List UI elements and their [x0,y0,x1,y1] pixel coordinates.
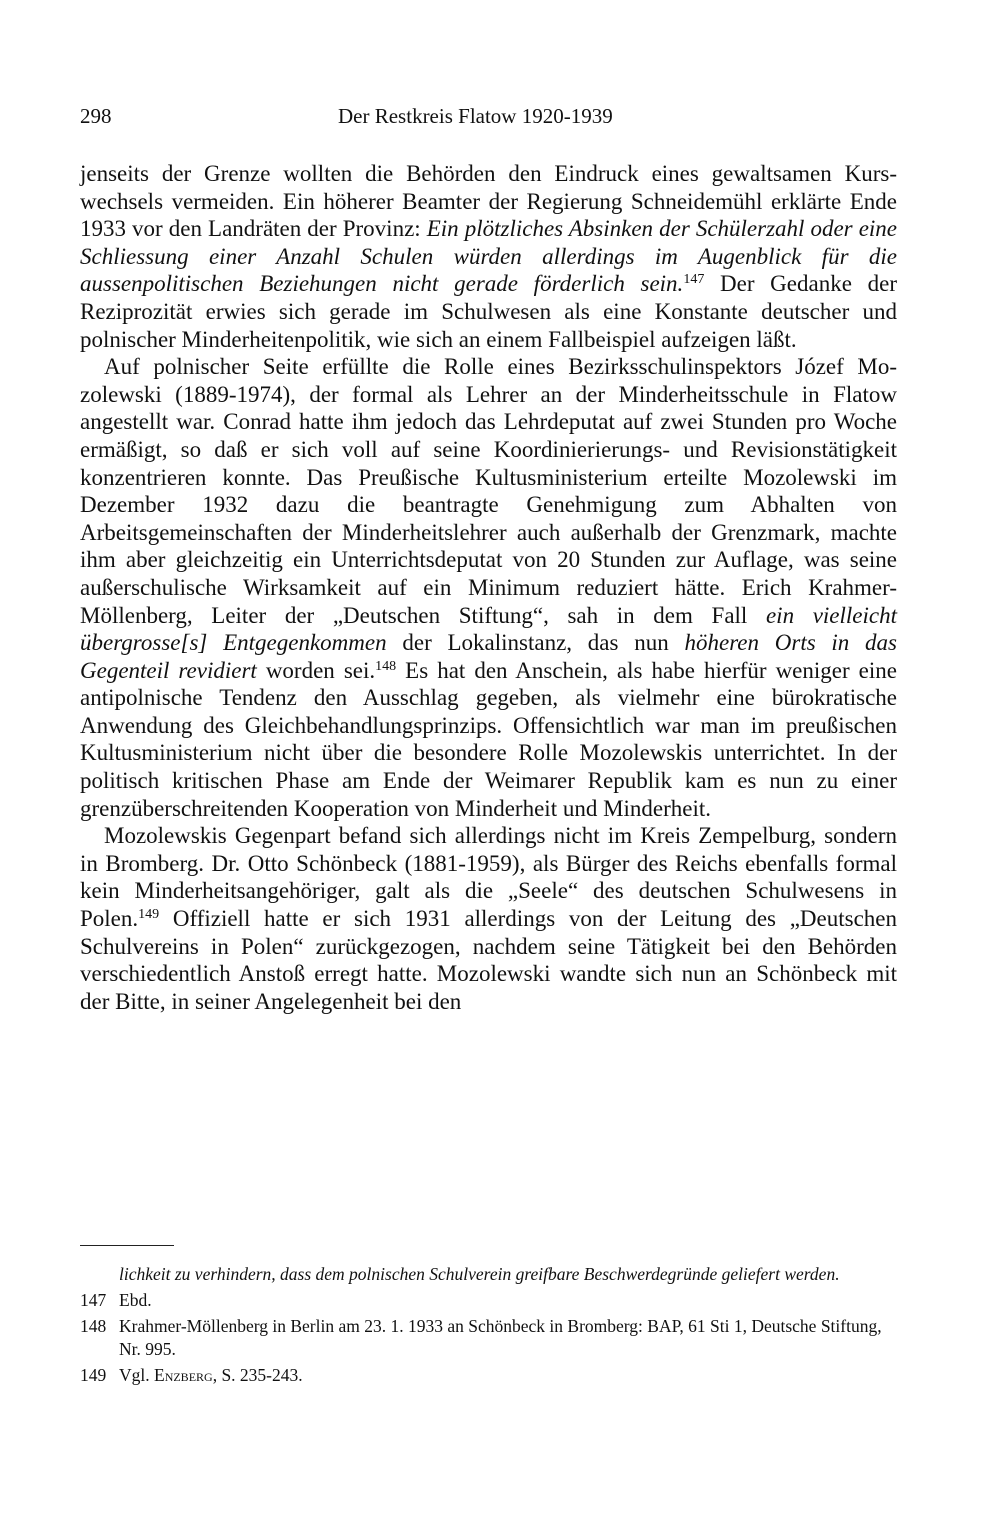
paragraph-2 [80,353,897,822]
text-run: Der Gedanke der Reziprozität erwies sich gerade im Schulwesen als eine Konstante deutscher und polnischer Minderheitenpolitik, wie sich an einem Fallbeispiel aufzeigen läßt. [80,271,897,352]
footnote-text-run: Vgl. [119,1365,154,1385]
footnote-147 [80,1289,897,1312]
text-run: worden sei. [256,657,376,683]
quote: Ein plötzliches Absinken der Schülerzahl oder eine Schliessung einer Anzahl Schulen würden allerdings im Augenblick für die aussenpolitischen Beziehungen nicht gerade förderlich sein. [80,216,897,297]
text-run: der Lokalinstanz, das nun [386,630,685,656]
footnote-author: Enzberg [154,1365,213,1385]
footnote-text: Krahmer-Möllenberg in Berlin am 23. 1. 1933 an Schönbeck in Bromberg: BAP, 61 Sti 1, Deutsche Stiftung, Nr. 995. [119,1316,882,1359]
text-run: jenseits der Grenze wollten die Behörden den Eindruck eines gewaltsamen Kurswechsels vermeiden. Ein höherer Beamter der Regierung Schneidemühl erklärte Ende 1933 vor den Landräten der Provinz: [80,161,897,242]
footnote-number: 147 [80,1290,107,1310]
quote: höheren Orts in das Gegenteil revidiert [80,630,898,683]
footnote-text: Ebd. [119,1290,152,1310]
footnotes [80,1263,897,1390]
footnote-148 [80,1315,897,1361]
quote: ein vielleicht übergrosse[s] Entgegenkommen [80,602,897,656]
paragraph-1 [80,160,897,353]
text-run: Mozolewskis Gegenpart befand sich allerdings nicht im Kreis Zempelburg, sondern in Bromberg. Dr. Otto Schönbeck (1881-1959), als Bürger des Reichs ebenfalls formal kein Minderheitsangehöriger, galt als die „Seele“ des deutschen Schulwesens in Polen. [80,823,897,932]
footnote-ref-149: 149 [138,907,160,923]
footnote-ref-148: 148 [375,658,397,674]
footnote-149 [80,1364,897,1387]
footnote-number: 148 [80,1316,107,1336]
footnote-ref-147: 147 [683,272,705,288]
footnote-separator [80,1245,174,1246]
footnote-number: 149 [80,1365,107,1385]
footnote-continuation: lichkeit zu verhindern, dass dem polnischen Schulverein greifbare Beschwerdegründe geliefert werden. [119,1264,840,1284]
text-run: Auf polnischer Seite erfüllte die Rolle eines Bezirksschulinspektors Józef Mozolewski (1889-1974), der formal als Lehrer an der Minderheitsschule in Flatow angestellt war. Conrad hatte ihm jedoch das Lehrdeputat auf zwei Stunden pro Woche ermäßigt, so daß er sich voll auf seine Koordinierierungs- und Revisionstätigkeit konzentrieren konnte. Das Preußische Kultusministerium erteilte Mozolewski im Dezember 1932 dazu die beantragte Genehmigung zum Abhalten von Arbeitsgemeinschaften der Minderheitslehrer auch außerhalb der Grenzmark, machte ihm aber gleichzeitig ein Unterrichtsdeputat von 20 Stunden zur Auflage, was seine außerschulische Wirksamkeit auf ein Minimum reduziert hätte. Erich Krahmer-Möllenberg, Leiter der „Deutschen Stiftung“, sah in dem Fall [80,354,897,628]
body-text [80,160,897,1015]
footnote-text [119,1364,897,1387]
text-run: Offiziell hatte er sich 1931 allerdings von der Leitung des „Deutschen Schulvereins in Polen“ zurückgezogen, nachdem seine Tätigkeit bei den Behörden verschiedentlich Anstoß erregt hatte. Mozolewski wandte sich nun an Schönbeck mit der Bitte, in seiner Angelegenheit bei den [80,906,897,1014]
page-number: 298 [80,104,112,128]
running-title: Der Restkreis Flatow 1920-1939 [338,104,613,128]
page-header [80,104,910,134]
paragraph-3 [80,822,897,1015]
footnote-text-run: , S. 235-243. [212,1365,303,1385]
text-run: Es hat den Anschein, als habe hierfür weniger eine antipolnische Tendenz den Ausschlag gegeben, als vielmehr eine bürokratische Anwendung des Gleichbehandlungsprinzips. Offensichtlich war man im preußischen Kultusministerium nicht über die besondere Rolle Mozolewskis unterrichtet. In der politisch kritischen Phase am Ende der Weimarer Republik kam es nun zu einer grenzüberschreitenden Kooperation von Minderheit und Minderheit. [80,657,897,821]
